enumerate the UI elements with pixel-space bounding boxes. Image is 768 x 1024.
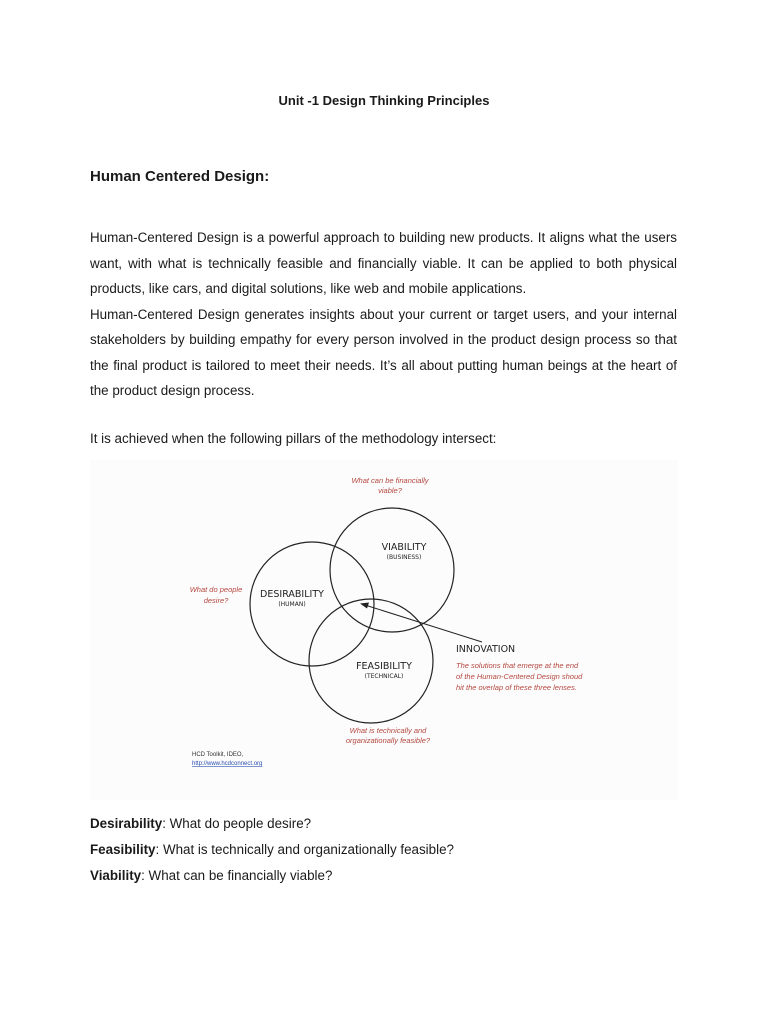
viability-question-line1: What can be financially <box>351 476 429 485</box>
desirability-circle <box>250 542 374 666</box>
innovation-note-line1: The solutions that emerge at the end <box>456 661 579 670</box>
definition-term: Feasibility <box>90 842 156 857</box>
viability-label: VIABILITY <box>381 542 427 553</box>
innovation-arrowhead-icon <box>360 603 369 609</box>
feasibility-sub: (TECHNICAL) <box>364 673 404 680</box>
venn-diagram <box>90 460 678 800</box>
definition-viability <box>90 863 454 889</box>
innovation-note-line2: of the Human-Centered Design shoud <box>456 672 583 681</box>
definition-text: : What can be financially viable? <box>141 868 333 883</box>
body-text <box>90 225 677 404</box>
document-title: Unit -1 Design Thinking Principles <box>278 93 490 108</box>
viability-question-line2: viable? <box>378 486 402 495</box>
feasibility-question-line2: organizationally feasible? <box>345 736 431 745</box>
definition-term: Desirability <box>90 816 163 831</box>
definition-text: : What do people desire? <box>162 816 312 831</box>
desirability-label: DESIRABILITY <box>260 589 324 600</box>
paragraph-insights: Human-Centered Design generates insights about your current or target users, and your internal stakeholders by building empathy for every person involved in the product design process so that the final product is tailored to meet their needs. It’s all about putting human beings at the heart of the product design process. <box>90 306 677 398</box>
hcd-venn-figure <box>90 460 678 800</box>
feasibility-label: FEASIBILITY <box>356 661 412 672</box>
pillar-definitions <box>90 811 454 889</box>
source-link[interactable]: http://www.hcdconnect.org <box>192 761 263 767</box>
desirability-question-line1: What do people <box>189 585 243 594</box>
pillars-intro: It is achieved when the following pillars of the methodology intersect: <box>90 431 497 446</box>
section-heading: Human Centered Design: <box>90 168 270 185</box>
definition-term: Viability <box>90 868 142 883</box>
source-credit: HCD Toolkit, IDEO, <box>192 752 244 758</box>
desirability-question-line2: desire? <box>203 596 229 605</box>
innovation-note-line3: hit the overlap of these three lenses. <box>456 683 577 692</box>
definition-desirability <box>90 811 454 837</box>
definition-text: : What is technically and organizationally feasible? <box>155 842 454 857</box>
innovation-pointer-line <box>365 605 482 642</box>
feasibility-question-line1: What is technically and <box>349 726 427 735</box>
innovation-label: INNOVATION <box>456 644 516 655</box>
paragraph-intro: Human-Centered Design is a powerful approach to building new products. It aligns what the users want, with what is technically feasible and financially viable. It can be applied to both physical products, like cars, and digital solutions, like web and mobile applications. <box>90 230 677 296</box>
viability-sub: (BUSINESS) <box>386 554 422 561</box>
definition-feasibility <box>90 837 454 863</box>
desirability-sub: (HUMAN) <box>278 601 306 608</box>
